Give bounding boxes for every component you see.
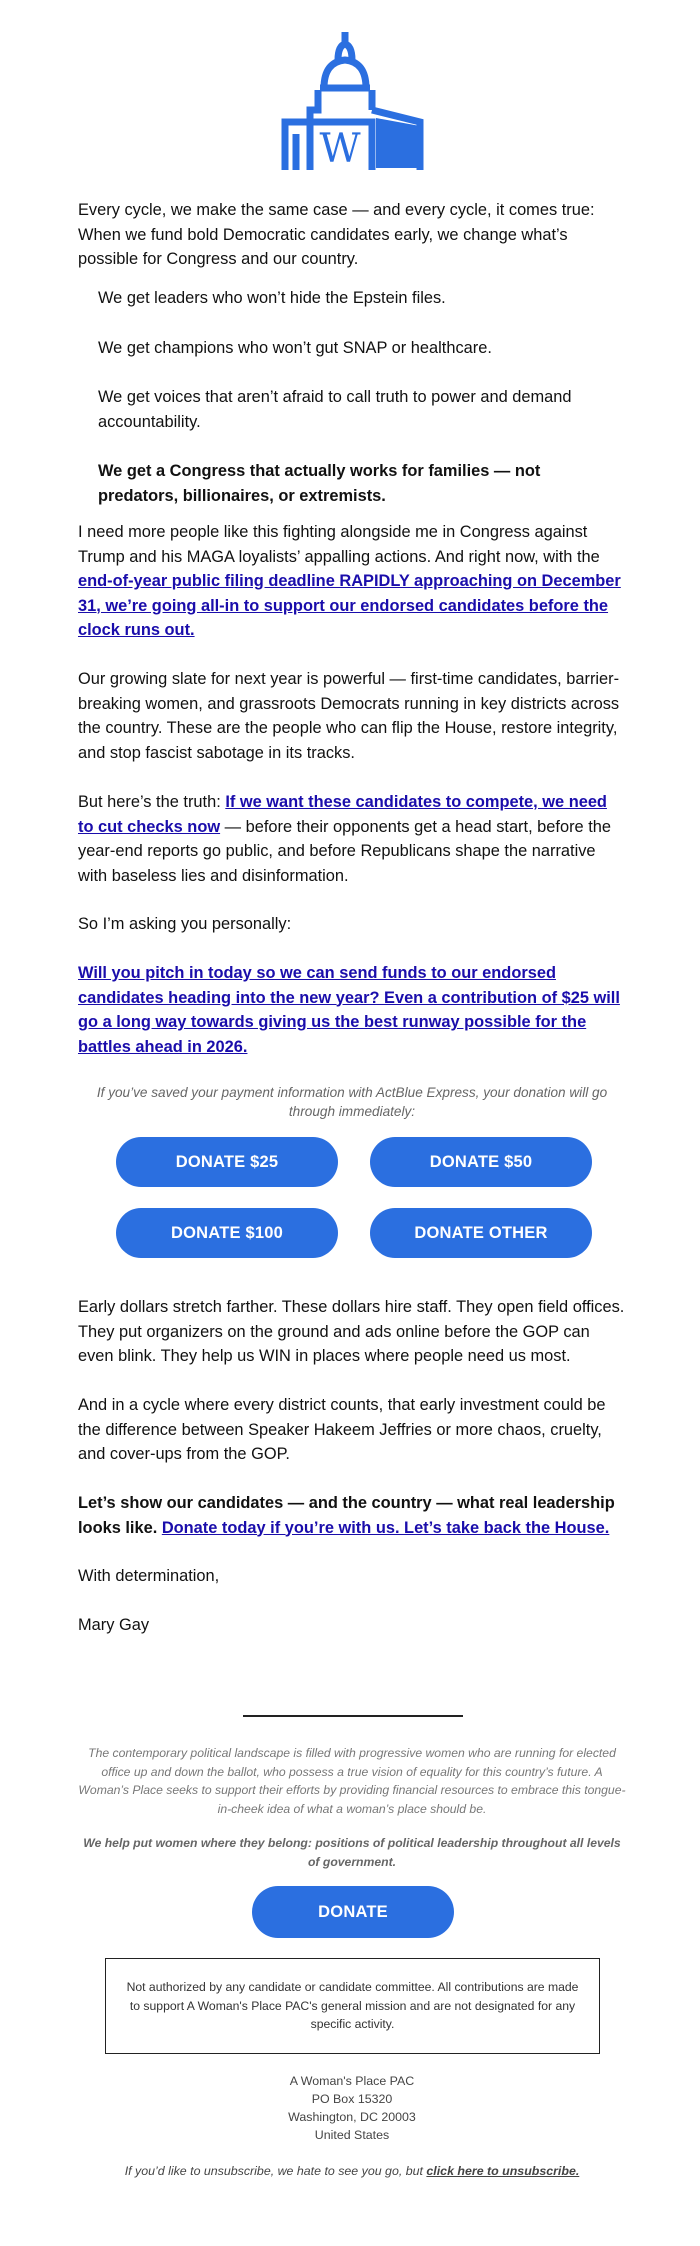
bullet-epstein: We get leaders who won’t hide the Epstein files. (98, 289, 446, 307)
donate-100-button[interactable]: DONATE $100 (116, 1208, 338, 1258)
signature: Mary Gay (78, 1616, 150, 1634)
capitol-logo-icon (280, 30, 425, 175)
para-fighting (78, 520, 626, 643)
bullet-congress: We get a Congress that actually works for families — not predators, billionaires, or extremists. (98, 462, 541, 505)
mailing-address (78, 2072, 626, 2144)
para-leadership-bold: Let’s show our candidates — and the country — what real leadership looks like. (78, 1494, 615, 1537)
ask-paragraph (78, 961, 626, 1059)
para-truth-after: — before their opponents get a head start, before the year-end reports go public, and before Republicans shape the narrative with baseless lies and disinformation. (78, 817, 611, 885)
bullet-accountability: We get voices that aren’t afraid to call truth to power and demand accountability. (98, 388, 572, 431)
disclaimer-box (105, 1958, 600, 2054)
unsubscribe-text: If you’d like to unsubscribe, we hate to see you go, but (124, 2164, 427, 2178)
footer-donate-button[interactable]: DONATE (252, 1886, 454, 1938)
pitch-in-link[interactable]: Will you pitch in today so we can send funds to our endorsed candidates heading into the new year? Even a contribution of $25 will go a long way towards giving us the best runway possible for the battles ahead in 2026. (78, 964, 620, 1056)
svg-text:W: W (319, 126, 361, 172)
cut-checks-link[interactable]: If we want these candidates to compete, we need to cut checks now (78, 793, 607, 836)
unsubscribe-link[interactable]: click here to unsubscribe. (426, 2164, 580, 2178)
bullet-snap: We get champions who won’t gut SNAP or healthcare. (98, 339, 492, 357)
para-truth (78, 790, 626, 888)
donate-today-link[interactable]: Donate today if you’re with us. Let’s take back the House. (161, 1518, 610, 1537)
para-leadership (78, 1491, 626, 1540)
disclaimer-text: Not authorized by any candidate or candidate committee. All contributions are made to support A Woman's Place PAC's general mission and are not designated for any specific activity. (126, 1980, 579, 2032)
donate-other-button[interactable]: DONATE OTHER (370, 1208, 592, 1258)
address-country: United States (314, 2128, 390, 2142)
donate-25-button[interactable]: DONATE $25 (116, 1137, 338, 1187)
address-pobox: PO Box 15320 (311, 2092, 393, 2106)
actblue-express-note: If you’ve saved your payment information with ActBlue Express, your donation will go through immediately: (96, 1085, 608, 1119)
address-org: A Woman's Place PAC (289, 2074, 415, 2088)
footer-divider (243, 1715, 463, 1717)
para-every-district: And in a cycle where every district counts, that early investment could be the difference between Speaker Hakeem Jeffries or more chaos, cruelty, and cover-ups from the GOP. (78, 1396, 606, 1463)
para-slate: Our growing slate for next year is powerful — first-time candidates, barrier-breaking women, and grassroots Democrats running in key districts across the country. These are the people who can flip the House, restore integrity, and stop fascist sabotage in its tracks. (78, 670, 620, 762)
footer-mission: The contemporary political landscape is filled with progressive women who are running for elected office up and down the ballot, who possess a true vision of equality for this country’s future. A Woman’s Place seeks to support their efforts by providing financial resources to embrace this tongue-in-cheek idea of what a woman’s place should be. (78, 1746, 626, 1816)
para-truth-before: But here’s the truth: (78, 793, 226, 811)
address-city: Washington, DC 20003 (288, 2110, 416, 2124)
donate-50-button[interactable]: DONATE $50 (370, 1137, 592, 1187)
footer-tagline: We help put women where they belong: positions of political leadership throughout all levels of government. (83, 1836, 621, 1869)
para-fighting-text: I need more people like this fighting alongside me in Congress against Trump and his MAGA loyalists’ appalling actions. And right now, with the (78, 523, 600, 566)
para-early-dollars: Early dollars stretch farther. These dollars hire staff. They open field offices. They put organizers on the ground and ads online before the GOP can even blink. They help us WIN in places where people need us most. (78, 1298, 625, 1365)
signoff: With determination, (78, 1567, 220, 1585)
unsubscribe-line (78, 2162, 626, 2180)
para-asking: So I’m asking you personally: (78, 915, 292, 933)
deadline-link[interactable]: end-of-year public filing deadline RAPIDLY approaching on December 31, we’re going all-in to support our endorsed candidates before the clock runs out. (78, 572, 621, 639)
intro-paragraph: Every cycle, we make the same case — and every cycle, it comes true: When we fund bold Democratic candidates early, we change what’s possible for Congress and our country. (78, 201, 595, 268)
